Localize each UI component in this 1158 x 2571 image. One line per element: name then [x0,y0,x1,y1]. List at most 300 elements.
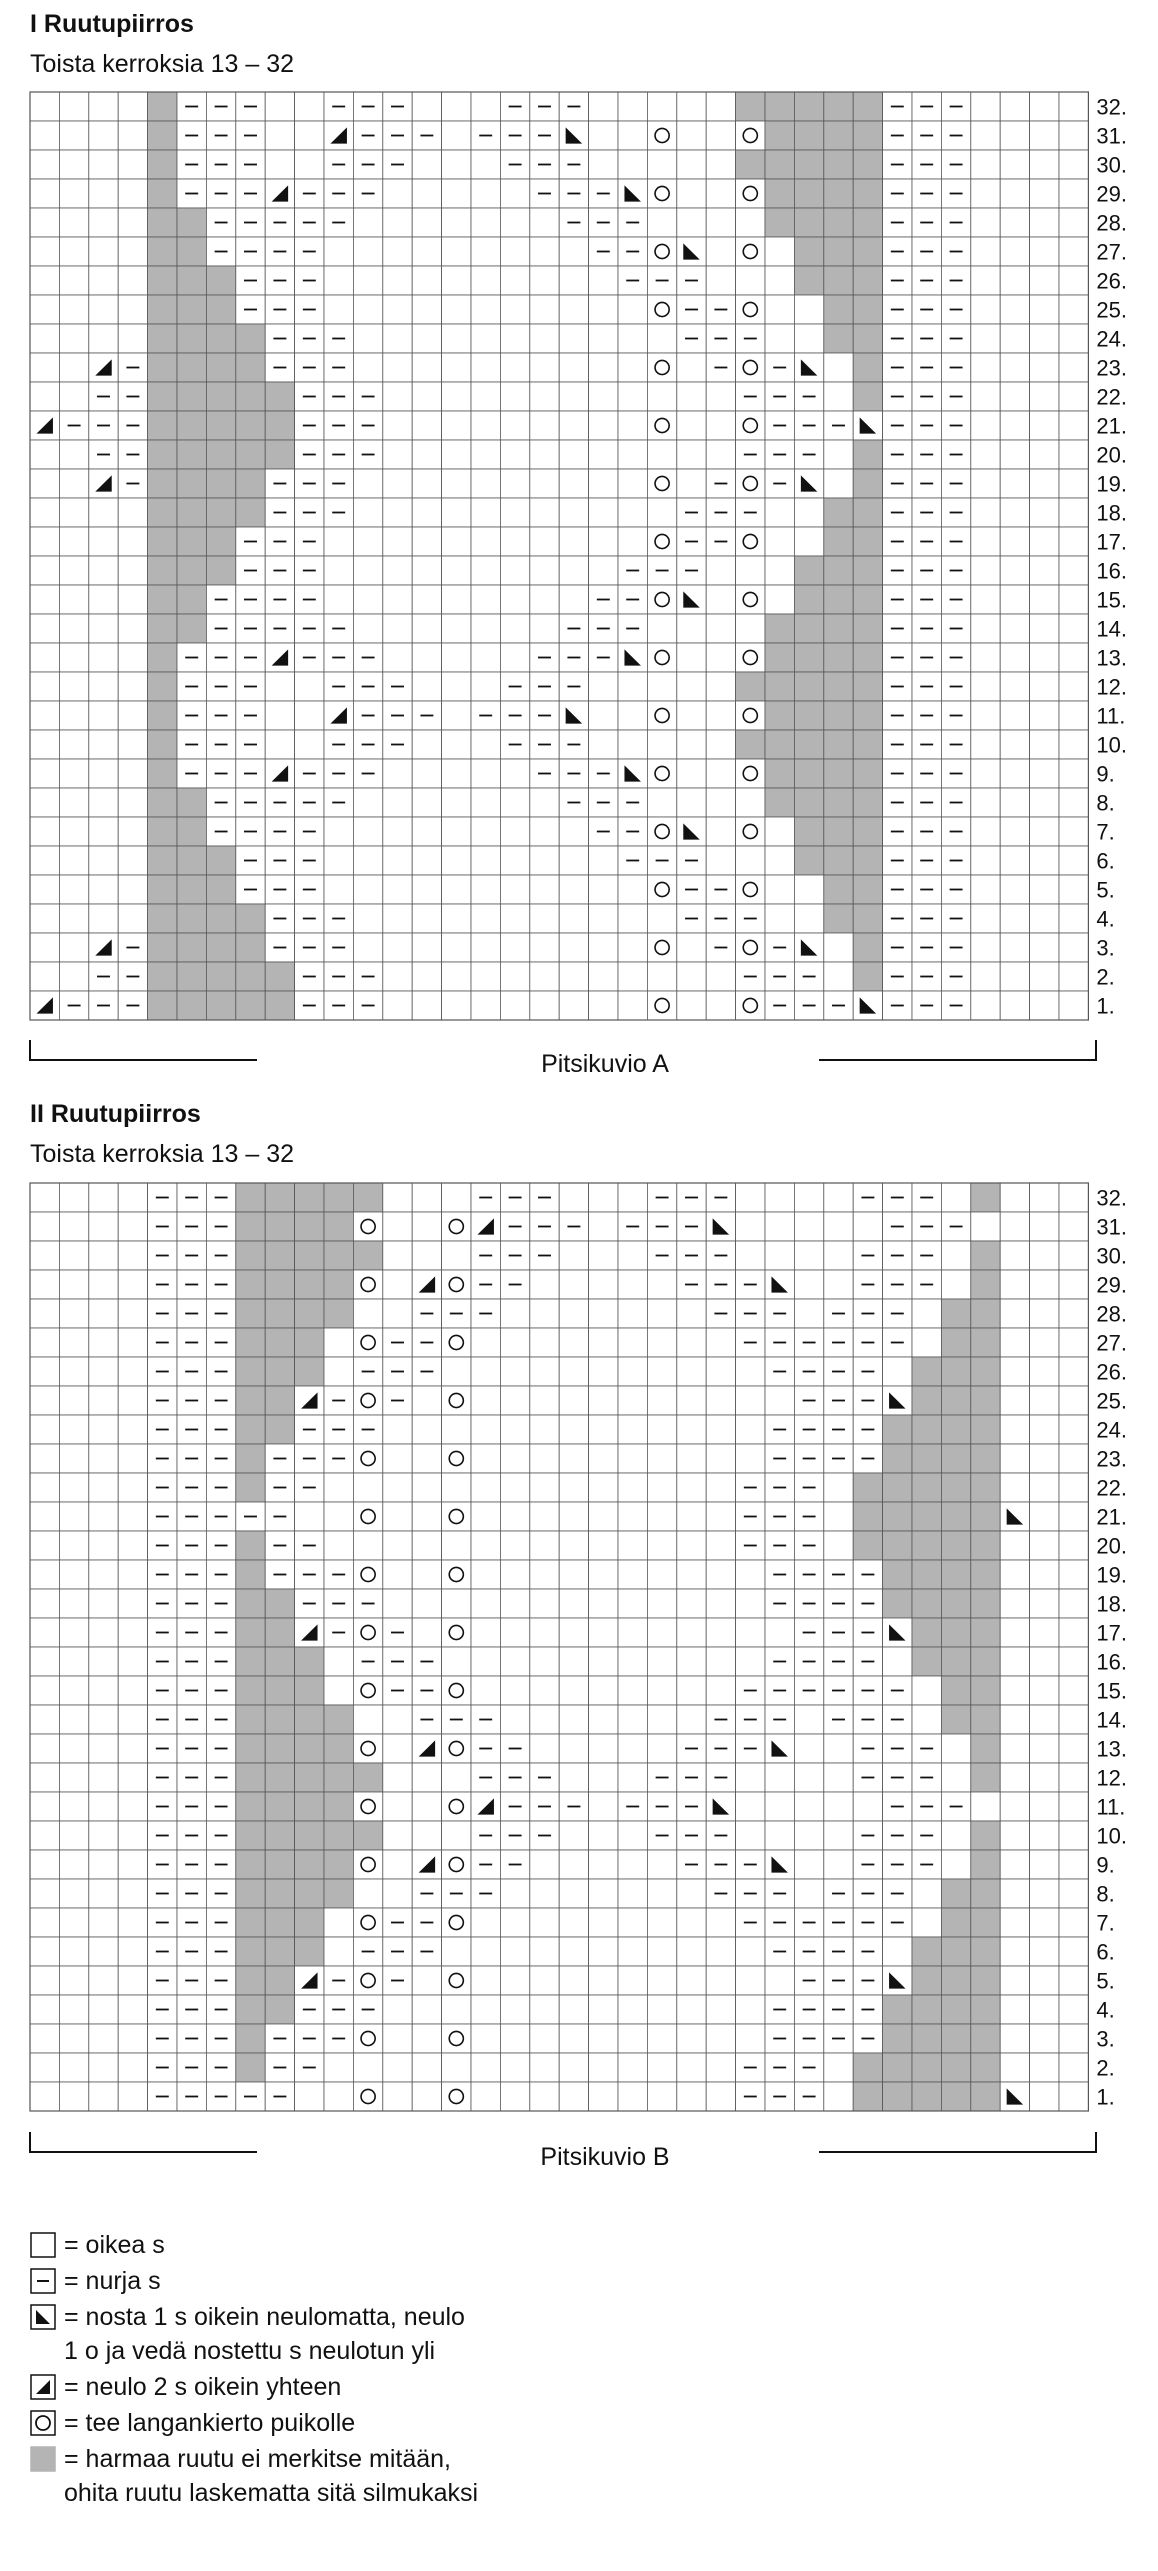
chart-cell [265,1386,294,1415]
chart-cell [500,1299,529,1328]
chart-cell [30,1212,59,1241]
chart-cell [30,353,59,382]
chart-cell [618,1560,647,1589]
chart-cell [265,1763,294,1792]
chart-cell [883,1647,912,1676]
chart-cell [471,208,500,237]
chart-cell [471,1444,500,1473]
chart-cell [589,1821,618,1850]
chart-cell [589,1937,618,1966]
chart-cell [971,1589,1000,1618]
chart-cell [883,1589,912,1618]
chart-cell [1030,1937,1059,1966]
chart-cell [118,846,147,875]
chart-cell [89,1937,118,1966]
chart-cell [383,614,412,643]
chart-cell [1059,266,1088,295]
chart-cell [677,1386,706,1415]
chart-cell [794,1734,823,1763]
chart-cell [971,440,1000,469]
chart-cell [677,469,706,498]
legend-text: = oikea s [64,2231,165,2259]
chart-cell [765,672,794,701]
chart-cell [559,1386,588,1415]
chart-cell [853,962,882,991]
chart-cell [177,295,206,324]
chart-cell [647,1444,676,1473]
chart-cell [442,237,471,266]
chart-cell [824,614,853,643]
row-number-label: 30. [1096,152,1127,178]
chart-cell [471,585,500,614]
chart-cell [677,962,706,991]
chart-cell [559,1357,588,1386]
chart-cell [383,1995,412,2024]
chart-cell [971,1328,1000,1357]
chart-cell [530,382,559,411]
chart-cell [677,150,706,179]
chart-cell [618,1763,647,1792]
chart-cell [89,266,118,295]
chart-cell [30,2024,59,2053]
chart-cell [736,585,765,614]
chart-cell [618,1328,647,1357]
chart-cell [1030,1328,1059,1357]
chart-cell [765,585,794,614]
chart-cell [618,1821,647,1850]
chart-cell [148,875,177,904]
chart-cell [706,672,735,701]
chart-cell [265,382,294,411]
chart-cell [1000,440,1029,469]
chart-cell [677,382,706,411]
chart-cell [647,933,676,962]
chart-cell [265,1299,294,1328]
row-number-label: 23. [1096,1446,1127,1472]
chart-cell [765,556,794,585]
chart-cell [442,179,471,208]
chart-cell [1059,498,1088,527]
chart-cell [30,614,59,643]
chart-cell [206,962,235,991]
chart-cell [89,1386,118,1415]
chart-cell [236,1531,265,1560]
chart-cell [118,1589,147,1618]
chart-cell [324,1357,353,1386]
chart-cell [500,1386,529,1415]
chart-cell [442,121,471,150]
chart-cell [59,1647,88,1676]
chart-cell [941,2082,970,2111]
chart-cell [706,2053,735,2082]
chart-cell [148,498,177,527]
chart-cell [412,527,441,556]
chart-cell [1059,1270,1088,1299]
chart-cell [589,1328,618,1357]
chart-cell [236,411,265,440]
row-number-label: 29. [1096,181,1127,207]
chart-cell [265,1879,294,1908]
chart-cell [500,1937,529,1966]
chart-cell [59,904,88,933]
chart-cell [500,933,529,962]
chart-cell [647,1531,676,1560]
chart-cell [1000,1792,1029,1821]
chart-cell [500,2024,529,2053]
chart-cell [559,527,588,556]
chart-cell [30,1560,59,1589]
chart-cell [89,1879,118,1908]
chart-cell [59,1328,88,1357]
chart-cell [148,585,177,614]
chart-cell [765,1241,794,1270]
chart-cell [677,2024,706,2053]
chart-cell [383,1734,412,1763]
chart-cell [295,1299,324,1328]
chart-cell [1059,1792,1088,1821]
chart-cell [383,1879,412,1908]
chart-cell [59,1183,88,1212]
chart-cell [677,179,706,208]
chart-cell [412,991,441,1020]
chart-cell [177,469,206,498]
chart-cell [589,411,618,440]
chart-cell [442,846,471,875]
chart-cell [1030,1386,1059,1415]
chart-cell [500,1618,529,1647]
chart-cell [442,1618,471,1647]
chart-cell [530,1676,559,1705]
chart-cell [912,1560,941,1589]
chart-cell [589,1705,618,1734]
chart-cell [59,1589,88,1618]
chart-cell [736,875,765,904]
chart-cell [295,1647,324,1676]
chart-cell [1030,1270,1059,1299]
chart-cell [971,1560,1000,1589]
chart-cell [1059,556,1088,585]
chart-cell [853,2082,882,2111]
chart-cell [442,614,471,643]
chart-cell [618,933,647,962]
chart-cell [647,1676,676,1705]
chart-cell [912,1299,941,1328]
chart-cell [736,121,765,150]
chart-cell [265,1995,294,2024]
chart-cell [148,933,177,962]
chart-cell [647,991,676,1020]
chart-cell [471,2053,500,2082]
chart-cell [383,266,412,295]
chart-cell [559,1879,588,1908]
chart-cell [794,1212,823,1241]
chart-cell [1030,1705,1059,1734]
chart-cell [677,1299,706,1328]
chart-cell [971,991,1000,1020]
chart-cell [941,1473,970,1502]
row-number-label: 11. [1096,703,1126,729]
chart-cell [236,1328,265,1357]
chart-cell [30,730,59,759]
chart-cell [1000,730,1029,759]
chart-cell [647,2082,676,2111]
chart-cell [236,962,265,991]
chart-cell [824,1270,853,1299]
chart-cell [471,179,500,208]
chart-cell [971,208,1000,237]
chart-cell [59,875,88,904]
chart-cell [647,1502,676,1531]
chart-cell [530,1473,559,1502]
chart-cell [1000,1937,1029,1966]
chart-cell [324,1299,353,1328]
chart-cell [442,92,471,121]
chart-cell [765,788,794,817]
chart-cell [1059,1850,1088,1879]
chart-cell [442,962,471,991]
chart-cell [59,1415,88,1444]
chart-cell [559,1560,588,1589]
chart-cell [1030,991,1059,1020]
chart-cell [265,1821,294,1850]
chart-cell [824,904,853,933]
chart-cell [824,266,853,295]
row-number-label: 13. [1096,645,1127,671]
chart-cell [853,1792,882,1821]
chart-cell [706,1966,735,1995]
chart-cell [59,150,88,179]
chart-cell [1030,208,1059,237]
chart-cell [324,1821,353,1850]
chart-cell [1030,1589,1059,1618]
chart-cell [765,179,794,208]
chart-cell [971,92,1000,121]
chart-cell [1000,1183,1029,1212]
chart-cell [236,324,265,353]
chart-cell [1030,1183,1059,1212]
chart-cell [324,1879,353,1908]
chart-cell [1000,701,1029,730]
chart-cell [236,1183,265,1212]
chart-cell [677,1502,706,1531]
chart-cell [118,2024,147,2053]
chart-cell [383,1850,412,1879]
chart-cell [118,1270,147,1299]
chart-cell [412,1386,441,1415]
chart-cell [589,266,618,295]
chart-cell [618,991,647,1020]
chart-cell [1059,1937,1088,1966]
chart-cell [500,1444,529,1473]
chart-cell [118,527,147,556]
chart-cell [118,150,147,179]
chart-cell [824,643,853,672]
chart-cell [1030,1473,1059,1502]
chart-cell [295,2082,324,2111]
chart-cell [706,1908,735,1937]
chart-cell [971,150,1000,179]
chart-cell [442,2082,471,2111]
chart-cell [941,1589,970,1618]
chart-cell [353,614,382,643]
row-number-label: 2. [1096,964,1115,990]
chart-cell [824,585,853,614]
chart-cell [589,295,618,324]
chart-cell [500,1531,529,1560]
chart-cell [706,991,735,1020]
chart-cell [824,498,853,527]
chart-cell [89,1618,118,1647]
chart-cell [412,2082,441,2111]
chart-cell [912,1328,941,1357]
chart-cell [383,875,412,904]
chart-cell [442,527,471,556]
chart-cell [853,1212,882,1241]
chart-cell [853,353,882,382]
chart-cell [1000,1995,1029,2024]
chart-cell [89,324,118,353]
chart-cell [647,92,676,121]
chart-cell [148,150,177,179]
chart-cell [59,1850,88,1879]
chart-cell [383,991,412,1020]
chart-cell [530,1531,559,1560]
chart-cell [1030,237,1059,266]
chart-cell [30,1502,59,1531]
chart-cell [30,933,59,962]
chart-cell [89,498,118,527]
chart-cell [677,1415,706,1444]
chart-cell [647,1995,676,2024]
chart-cell [471,92,500,121]
chart-cell [295,1763,324,1792]
chart-cell [1030,1560,1059,1589]
chart-cell [442,1473,471,1502]
chart-cell [471,1966,500,1995]
chart-cell [383,962,412,991]
chart-cell [618,1299,647,1328]
chart-cell [589,1386,618,1415]
chart-cell [1030,2082,1059,2111]
chart-cell [353,1821,382,1850]
chart-cell [706,1386,735,1415]
chart-cell [89,1705,118,1734]
chart-cell [1059,382,1088,411]
chart-cell [589,121,618,150]
chart-cell [618,1705,647,1734]
chart-cell [647,1966,676,1995]
chart-cell [647,817,676,846]
chart-cell [824,1821,853,1850]
chart-cell [412,904,441,933]
chart-cell [824,933,853,962]
chart-cell [500,237,529,266]
chart-cell [59,1879,88,1908]
chart-cell [971,643,1000,672]
chart-cell [295,150,324,179]
chart-cell [1000,1966,1029,1995]
chart-cell [353,295,382,324]
chart-cell [618,1444,647,1473]
chart-cell [706,1328,735,1357]
chart-cell [1059,904,1088,933]
chart-cell [1000,933,1029,962]
chart-cell [941,1734,970,1763]
chart-cell [559,1821,588,1850]
chart-cell [412,179,441,208]
chart-cell [383,1473,412,1502]
chart-cell [618,469,647,498]
chart-cell [412,730,441,759]
legend-item-gray [30,2442,590,2510]
chart-cell [618,1908,647,1937]
chart-cell [912,1589,941,1618]
chart-cell [353,817,382,846]
chart-cell [412,1560,441,1589]
chart-cell [736,469,765,498]
chart-cell [912,1995,941,2024]
chart-cell [118,1995,147,2024]
chart-cell [559,962,588,991]
chart-cell [971,788,1000,817]
chart-cell [824,121,853,150]
chart-cell [1030,585,1059,614]
chart-cell [89,2024,118,2053]
chart-cell [589,1647,618,1676]
chart-cell [1030,2024,1059,2053]
chart-cell [30,2053,59,2082]
chart-cell [736,1212,765,1241]
chart-cell [442,2024,471,2053]
chart-cell [383,556,412,585]
chart-cell [383,1531,412,1560]
chart-cell [383,527,412,556]
chart-cell [177,556,206,585]
chart-cell [442,933,471,962]
chart-cell [736,353,765,382]
chart-cell [500,817,529,846]
chart-cell [1059,1212,1088,1241]
chart-cell [442,1589,471,1618]
chart-cell [736,1444,765,1473]
chart-cell [442,150,471,179]
chart-cell [589,1444,618,1473]
row-number-label: 6. [1096,1939,1115,1965]
chart-cell [148,904,177,933]
chart-cell [706,643,735,672]
chart-cell [736,556,765,585]
chart-cell [677,353,706,382]
row-number-label: 6. [1096,848,1115,874]
chart-cell [647,150,676,179]
chart-cell [530,904,559,933]
chart-cell [177,324,206,353]
chart-cell [706,1937,735,1966]
chart-cell [559,904,588,933]
chart-cell [971,1850,1000,1879]
chart-cell [824,2082,853,2111]
chart-cell [89,1270,118,1299]
chart-cell [765,237,794,266]
chart-cell [89,1328,118,1357]
chart-cell [442,440,471,469]
chart-cell [794,527,823,556]
chart-cell [148,614,177,643]
chart-cell [324,237,353,266]
chart-cell [1000,585,1029,614]
row-number-label: 29. [1096,1272,1127,1298]
chart-cell [530,469,559,498]
